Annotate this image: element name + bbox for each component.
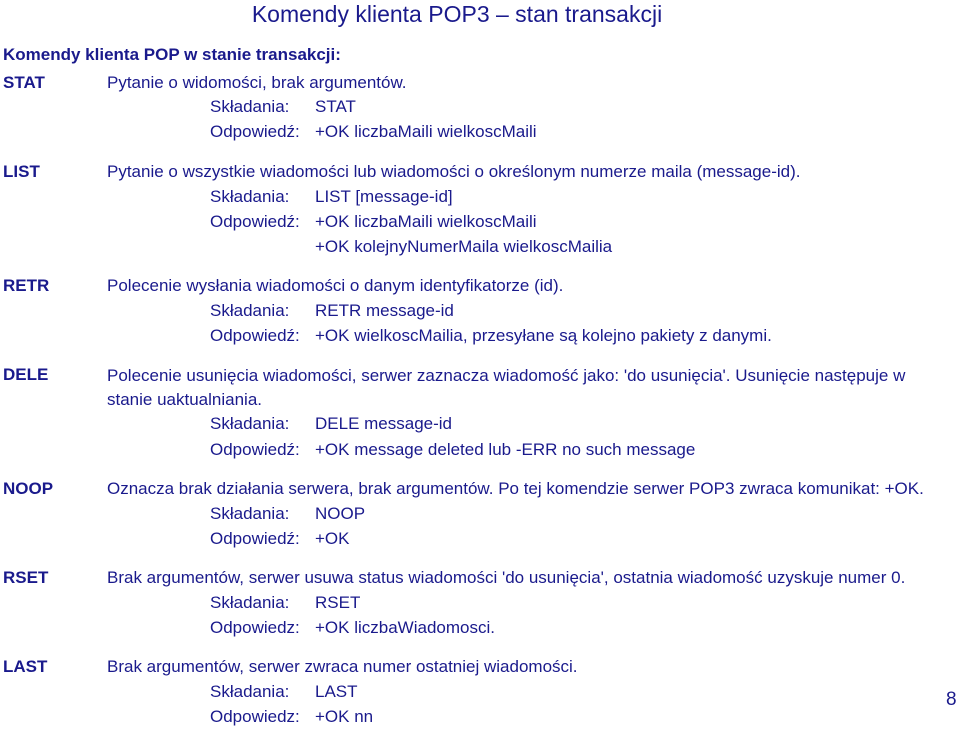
- rset-syntax-label: Składania:: [210, 593, 290, 612]
- noop-syntax-value: NOOP: [315, 504, 366, 523]
- noop-syntax-label: Składania:: [210, 504, 290, 523]
- section-heading: Komendy klienta POP w stanie transakcji:: [3, 45, 341, 64]
- command-list: LIST: [3, 162, 40, 181]
- last-reply-value: +OK nn: [315, 707, 374, 726]
- list-reply-value: +OK liczbaMaili wielkoscMaili: [315, 212, 537, 231]
- retr-syntax-value: RETR message-id: [315, 301, 454, 320]
- retr-syntax-label: Składania:: [210, 301, 290, 320]
- command-rset: RSET: [3, 568, 49, 587]
- command-stat: STAT: [3, 73, 45, 92]
- retr-reply-label: Odpowiedź:: [210, 326, 300, 345]
- stat-reply-value: +OK liczbaMaili wielkoscMaili: [315, 122, 537, 141]
- last-syntax-value: LAST: [315, 682, 358, 701]
- page-title: Komendy klienta POP3 – stan transakcji: [251, 1, 663, 27]
- last-syntax-label: Składania:: [210, 682, 290, 701]
- last-description: Brak argumentów, serwer zwraca numer ostatniej wiadomości.: [107, 657, 578, 676]
- list-reply-label: Odpowiedź:: [210, 212, 300, 231]
- page-number: 8: [946, 689, 957, 710]
- rset-reply-label: Odpowiedz:: [210, 618, 300, 637]
- command-last: LAST: [3, 657, 48, 676]
- retr-reply-value: +OK wielkoscMailia, przesyłane są kolejno pakiety z danymi.: [315, 326, 772, 345]
- list-syntax-label: Składania:: [210, 187, 290, 206]
- command-noop: NOOP: [3, 479, 54, 498]
- rset-description: Brak argumentów, serwer usuwa status wiadomości 'do usunięcia', ostatnia wiadomość uzyskuje numer 0.: [107, 568, 906, 587]
- last-reply-label: Odpowiedz:: [210, 707, 300, 726]
- dele-syntax-value: DELE message-id: [315, 414, 453, 433]
- rset-reply-value: +OK liczbaWiadomosci.: [315, 618, 495, 637]
- stat-reply-label: Odpowiedź:: [210, 122, 300, 141]
- rset-syntax-value: RSET: [315, 593, 361, 612]
- stat-description: Pytanie o widomości, brak argumentów.: [107, 73, 407, 92]
- retr-description: Polecenie wysłania wiadomości o danym identyfikatorze (id).: [107, 276, 564, 295]
- stat-syntax-label: Składania:: [210, 97, 290, 116]
- list-description: Pytanie o wszystkie wiadomości lub wiadomości o określonym numerze maila (message-id).: [107, 162, 801, 181]
- command-retr: RETR: [3, 276, 50, 295]
- noop-reply-value: +OK: [315, 529, 350, 548]
- dele-reply-value: +OK message deleted lub -ERR no such message: [315, 440, 696, 459]
- list-syntax-value: LIST [message-id]: [315, 187, 453, 206]
- noop-description: Oznacza brak działania serwera, brak argumentów. Po tej komendzie serwer POP3 zwraca komunikat: +OK.: [107, 479, 924, 498]
- dele-syntax-label: Składania:: [210, 414, 290, 433]
- dele-reply-label: Odpowiedź:: [210, 440, 300, 459]
- stat-syntax-value: STAT: [315, 97, 356, 116]
- list-reply-value-2: +OK kolejnyNumerMaila wielkoscMailia: [315, 237, 613, 256]
- noop-reply-label: Odpowiedź:: [210, 529, 300, 548]
- command-dele: DELE: [3, 365, 49, 384]
- dele-description: Polecenie usunięcia wiadomości, serwer zaznacza wiadomość jako: 'do usunięcia'. Usunięcie następuje w stanie uaktualniania.: [107, 366, 906, 409]
